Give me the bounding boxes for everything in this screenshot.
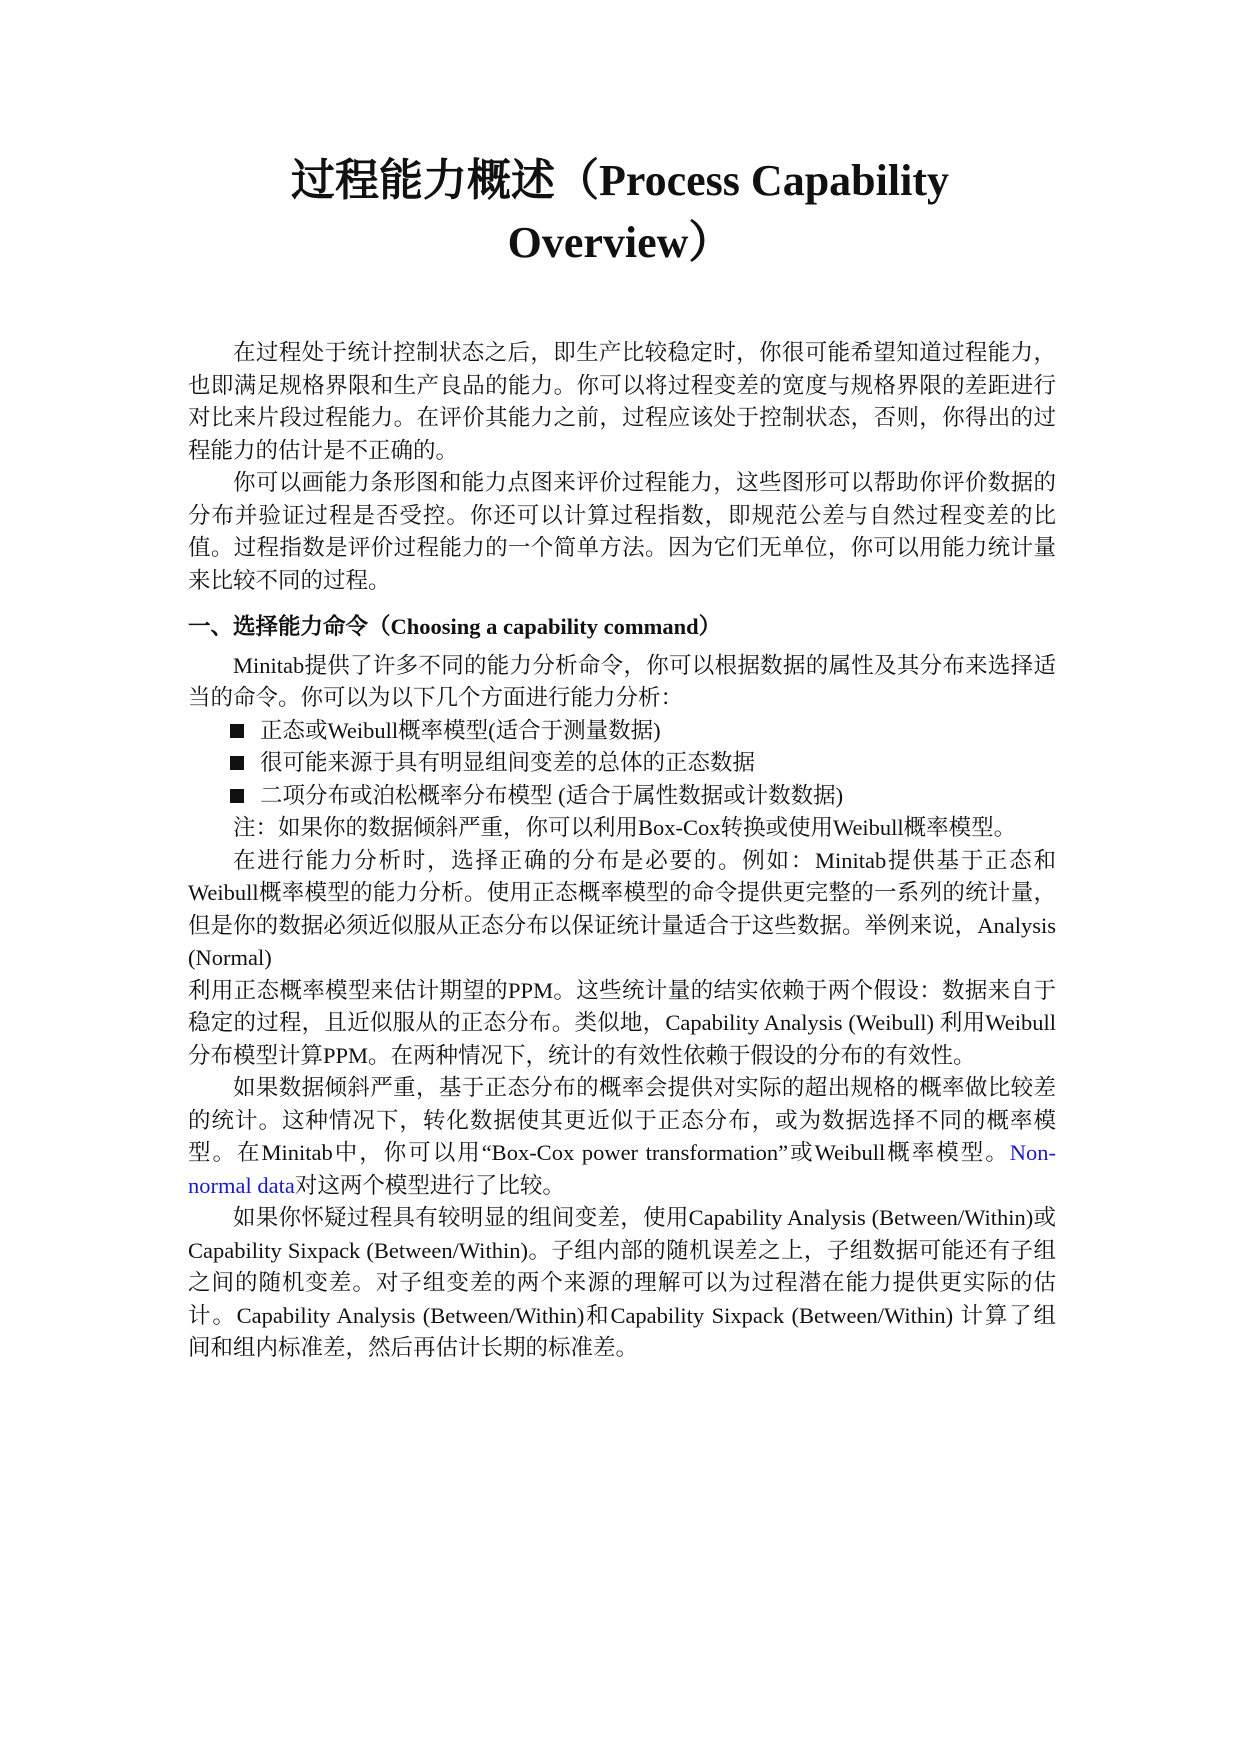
paragraph-skewed-data [188,1072,1056,1202]
list-item [188,715,1056,748]
list-item-text: 很可能来源于具有明显组间变差的总体的正态数据 [260,750,756,775]
paragraph-distribution-b: 利用正态概率模型来估计期望的PPM。这些统计量的结实依赖于两个假设：数据来自于稳定的过程，且近似服从的正态分布。类似地，Capability Analysis (Weibull) 利用Weibull [188,977,1056,1035]
paragraph-intro: 在过程处于统计控制状态之后，即生产比较稳定时，你很可能希望知道过程能力，也即满足规格界限和生产良品的能力。你可以将过程变差的宽度与规格界限的差距进行对比来片段过程能力。在评价其能力之前，过程应该处于控制状态，否则，你得出的过程能力的估计是不正确的。 [188,340,1056,463]
list-item-text: 正态或Weibull概率模型(适合于测量数据) [260,717,661,743]
list-item [188,747,1056,780]
list-item [188,780,1056,813]
paragraph-distribution-c: 分布模型计算PPM。在两种情况下，统计的有效性依赖于假设的分布的有效性。 [188,1042,976,1068]
page-title: 过程能力概述（Process Capability Overview） [291,156,949,267]
document-body [188,337,1056,1365]
capability-options-list [188,715,1056,813]
paragraph-skewed-tail: 对这两个模型进行了比较。 [294,1172,565,1198]
square-bullet-icon [230,724,244,738]
paragraph-between-within: 如果你怀疑过程具有较明显的组间变差，使用Capability Analysis (Between/Within)或 Capability Sixpack (Between/Within)。子组内部的随机误差之上，子组数据可能还有子组之间的随机变差。对子组变差的两个来源的理解可以为过程潜在能力提供更实际的估计。Capability Analysis (Between/Within)和Capability Sixpack (Between/Within) 计算了组间和组内标准差，然后再估计长期的标准差。 [188,1205,1056,1360]
paragraph-minitab-commands: Minitab提供了许多不同的能力分析命令，你可以根据数据的属性及其分布来选择适当的命令。你可以为以下几个方面进行能力分析： [188,652,1056,710]
paragraph-skewed-text: 如果数据倾斜严重，基于正态分布的概率会提供对实际的超出规格的概率做比较差的统计。这种情况下，转化数据使其更近似于正态分布，或为数据选择不同的概率模型。在Minitab中，你可以用“Box-Cox power transformation”或Weibull概率模型。 [188,1075,1056,1165]
square-bullet-icon [230,789,244,803]
non-normal-data-link[interactable]: Non-normal data [188,1140,1056,1198]
list-item-text: 二项分布或泊松概率分布模型 (适合于属性数据或计数数据) [260,782,844,808]
paragraph-capability-charts: 你可以画能力条形图和能力点图来评价过程能力，这些图形可以帮助你评价数据的分布并验证过程是否受控。你还可以计算过程指数，即规范公差与自然过程变差的比值。过程指数是评价过程能力的一个简单方法。因为它们无单位，你可以用能力统计量来比较不同的过程。 [188,470,1056,593]
section-heading-choosing-command: 一、选择能力命令（Choosing a capability command） [188,614,722,639]
square-bullet-icon [230,756,244,770]
paragraph-note: 注：如果你的数据倾斜严重，你可以利用Box-Cox转换或使用Weibull概率模型。 [233,815,1017,840]
paragraph-distribution-a: 在进行能力分析时，选择正确的分布是必要的。例如：Minitab提供基于正态和Weibull概率模型的能力分析。使用正态概率模型的命令提供更完整的一系列的统计量，但是你的数据必须近似服从正态分布以保证统计量适合于这些数据。举例来说，Analysis (Normal) [188,847,1056,970]
